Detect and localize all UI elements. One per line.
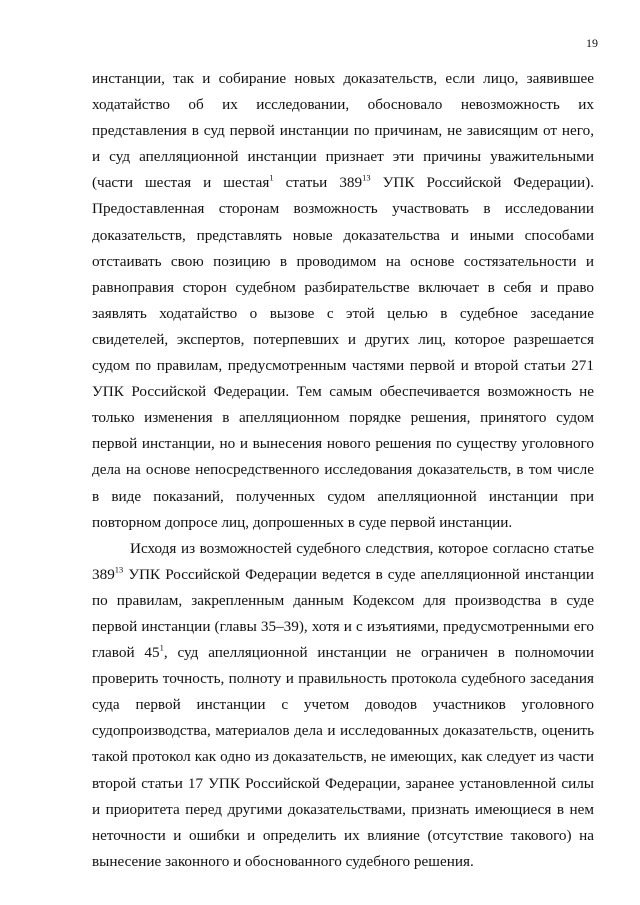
paragraph-1-text: статьи 389 (273, 174, 363, 192)
paragraph-2 (92, 536, 594, 875)
paragraph-1 (92, 66, 594, 536)
page-number: 19 (586, 36, 598, 50)
superscript: 13 (362, 173, 371, 183)
body-text (92, 66, 594, 875)
superscript: 13 (114, 564, 124, 575)
paragraph-2-text: УПК Российской Федерации ведется в суде апелляционной инстанции по правилам, закрепленным данным Кодексом для производства в суде первой инстанции (главы 35–39), хотя и с изъятиями, предусмотренными его главой 45 (92, 565, 594, 662)
superscript: 1 (159, 642, 164, 653)
paragraph-2-text: Исходя из возможностей судебного следствия, которое согласно статье 389 (92, 539, 594, 583)
paragraph-2-text: , суд апелляционной инстанции не ограничен в полномочии проверить точность, полноту и правильность протокола судебного заседания суда первой инстанции с учетом доводов участников уголовного судопроизводства, материалов дела и исследованных доказательств, оценить такой протокол как одно из доказательств, не имеющих, как следует из части второй статьи 17 УПК Российской Федерации, заранее установленной силы и приоритета перед другими доказательствами, признать имеющиеся в нем неточности и ошибки и определить их влияние (отсутствие такового) на вынесение законного и обоснованного судебного решения. (92, 644, 594, 870)
paragraph-1-text: УПК Российской Федерации). Предоставленная сторонам возможность участвовать в исследовании доказательств, представлять новые доказательства и иными способами отстаивать свою позицию в проводимом на основе состязательности и равноправия сторон судебном разбирательстве включает в себя и право заявлять ходатайство о вызове с этой целью в судебное заседание свидетелей, экспертов, потерпевших и других лиц, которое разрешается судом по правилам, предусмотренным частями первой и второй статьи 271 УПК Российской Федерации. Тем самым обеспечивается возможность не только изменения в апелляционном порядке решения, принятого судом первой инстанции, но и вынесения нового решения по существу уголовного дела на основе непосредственного исследования доказательств, в том числе в виде показаний, полученных судом апелляционной инстанции при повторном допросе лиц, допрошенных в суде первой инстанции. (92, 174, 594, 531)
superscript: 1 (269, 173, 274, 183)
paragraph-1-text: инстанции, так и собирание новых доказательств, если лицо, заявившее ходатайство об их исследовании, обосновало невозможность их представления в суд первой инстанции по причинам, не зависящим от него, и суд апелляционной инстанции признает эти причины уважительными (части шестая и шестая (92, 70, 594, 192)
